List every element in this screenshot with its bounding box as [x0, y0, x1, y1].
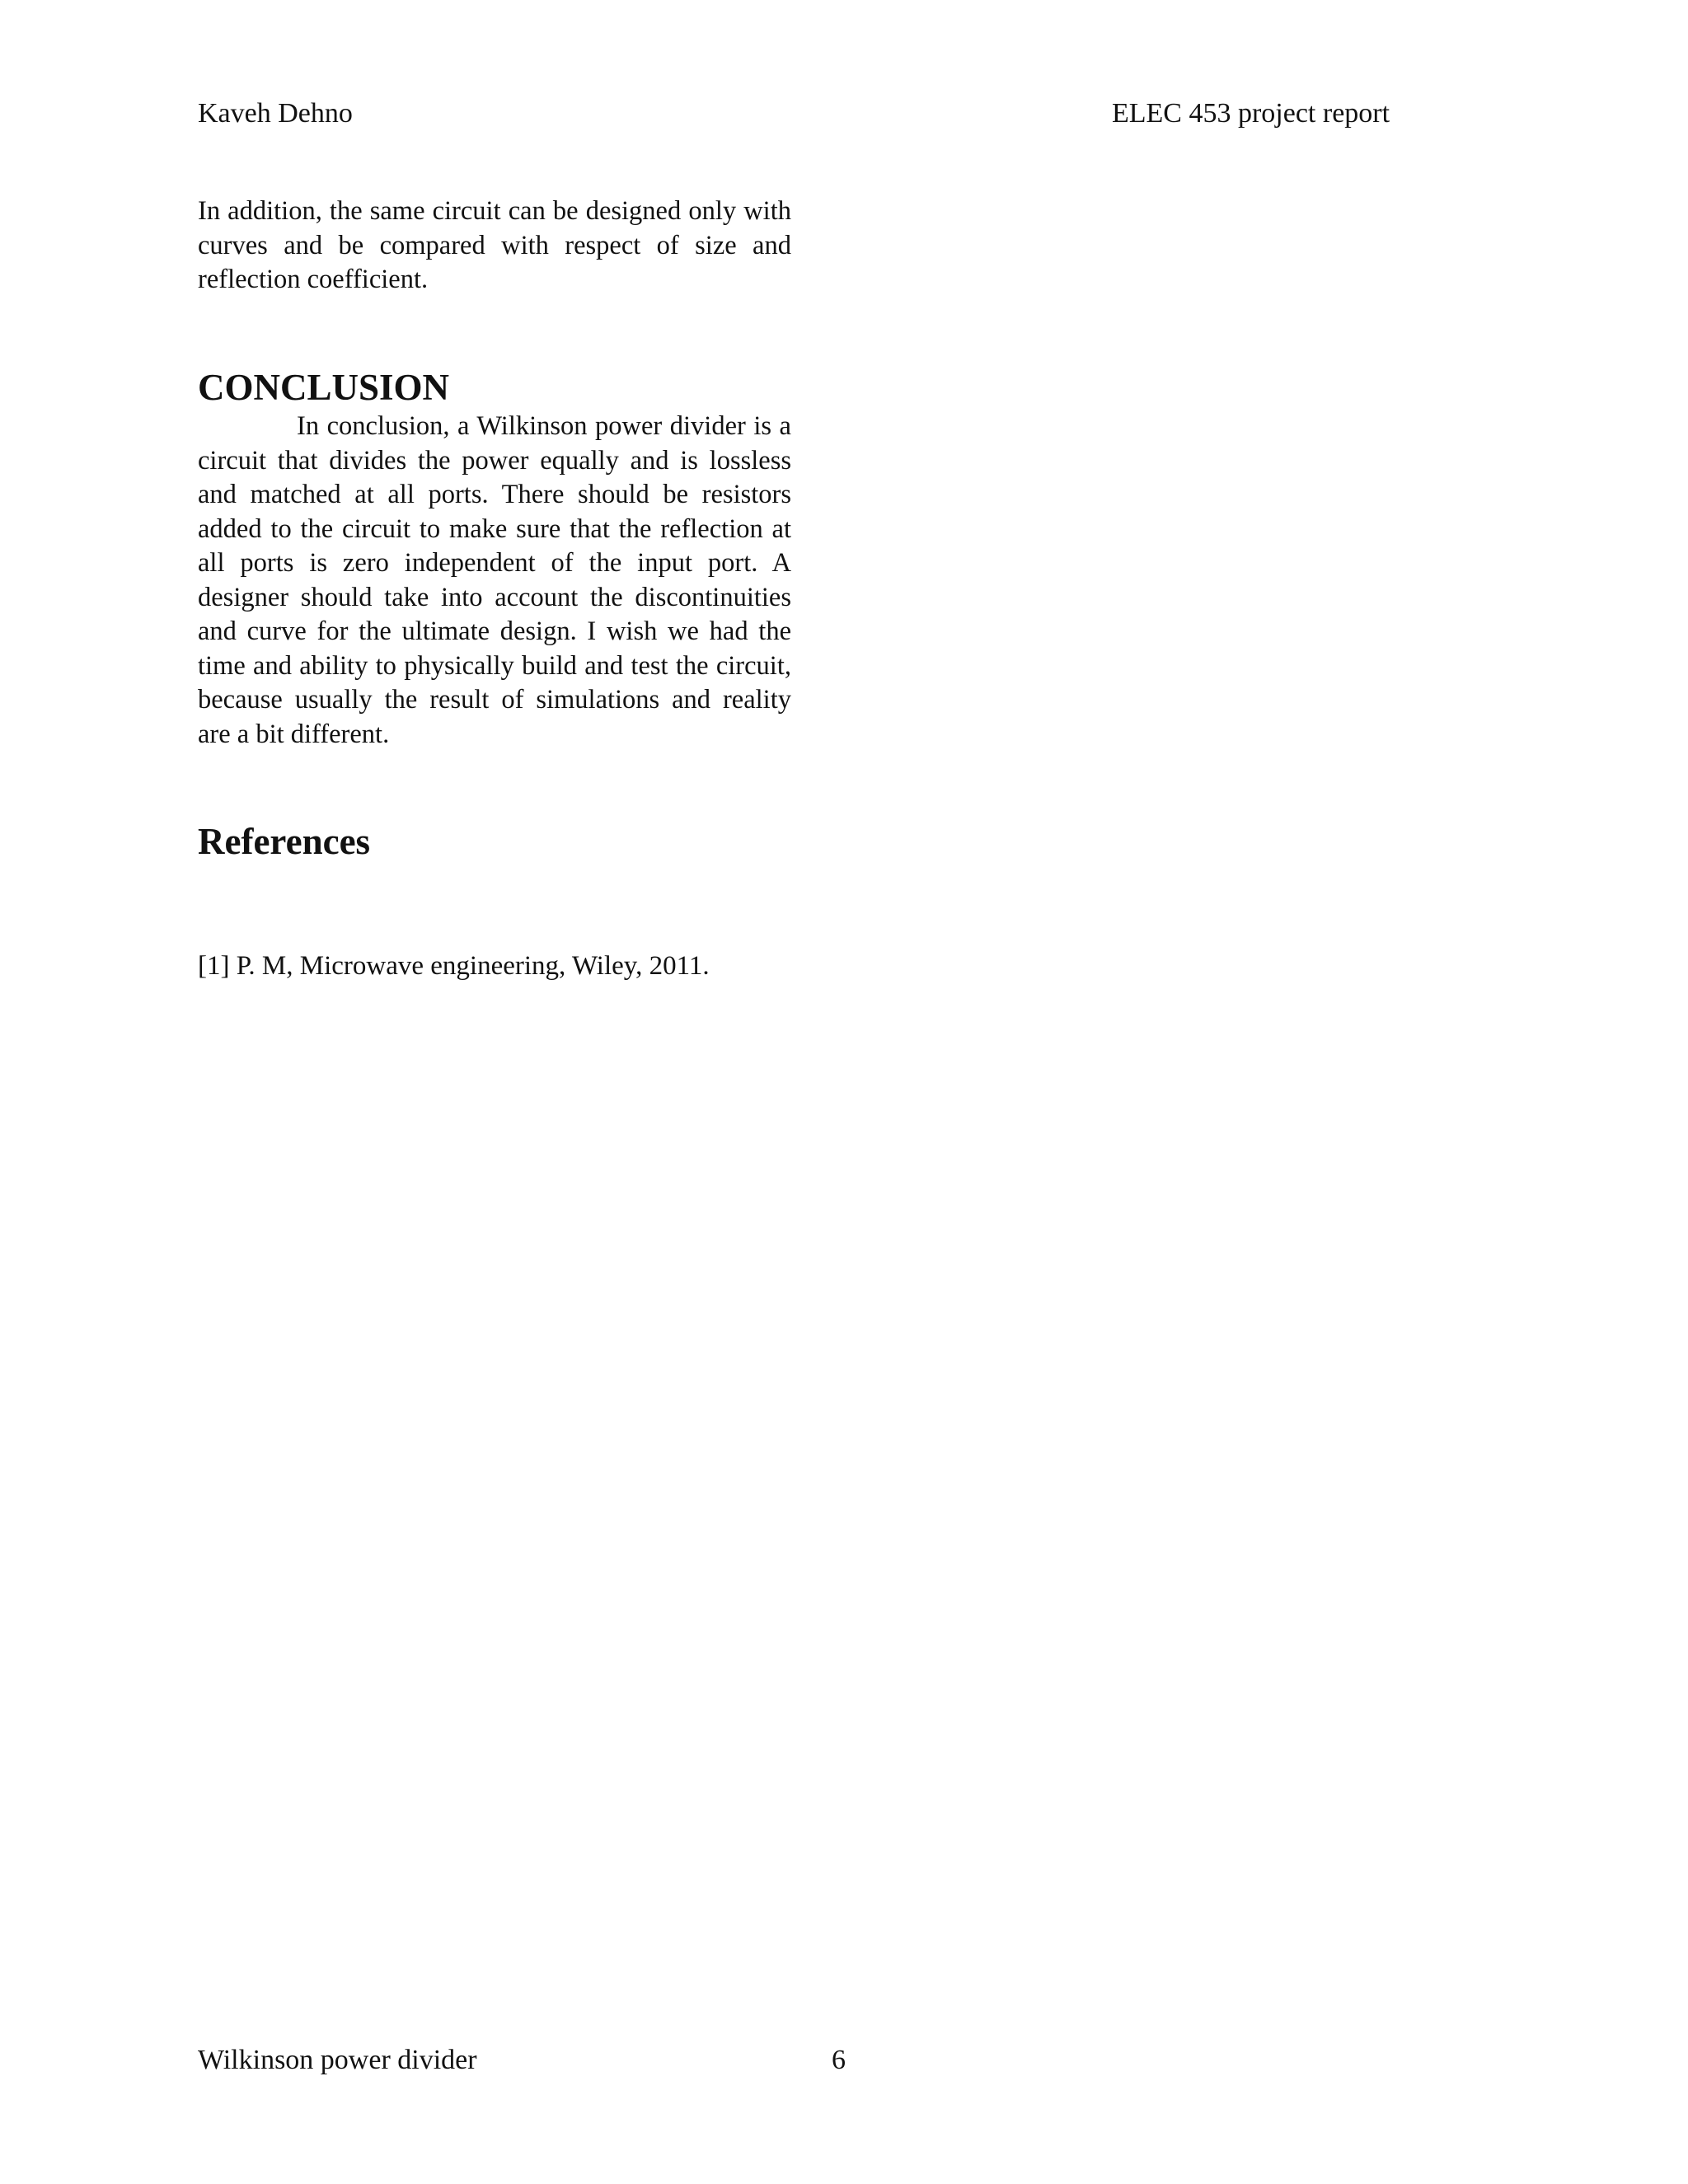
page-number: 6 [832, 2045, 846, 2075]
conclusion-paragraph: In conclusion, a Wilkinson power divider is a circuit that divides the power equally and is lossless and matched at all ports. There should be resistors added to the circuit to make sure that the reflection at all ports is zero independent of the input port. A designer should take into account the discontinuities and curve for the ultimate design. I wish we had the time and ability to physically build and test the circuit, because usually the result of simulations and reality are a bit different. [198, 411, 791, 749]
header-report-title: ELEC 453 project report [1112, 98, 1390, 129]
reference-item: [1] P. M, Microwave engineering, Wiley, 2011. [198, 951, 710, 981]
header-author: Kaveh Dehno [198, 98, 353, 129]
footer-document-title: Wilkinson power divider [198, 2045, 477, 2075]
intro-section [198, 194, 791, 298]
conclusion-heading: CONCLUSION [198, 367, 450, 408]
intro-paragraph: In addition, the same circuit can be designed only with curves and be compared with respect of size and reflection coefficient. [198, 196, 791, 294]
references-heading: References [198, 821, 371, 862]
conclusion-section [198, 410, 791, 752]
